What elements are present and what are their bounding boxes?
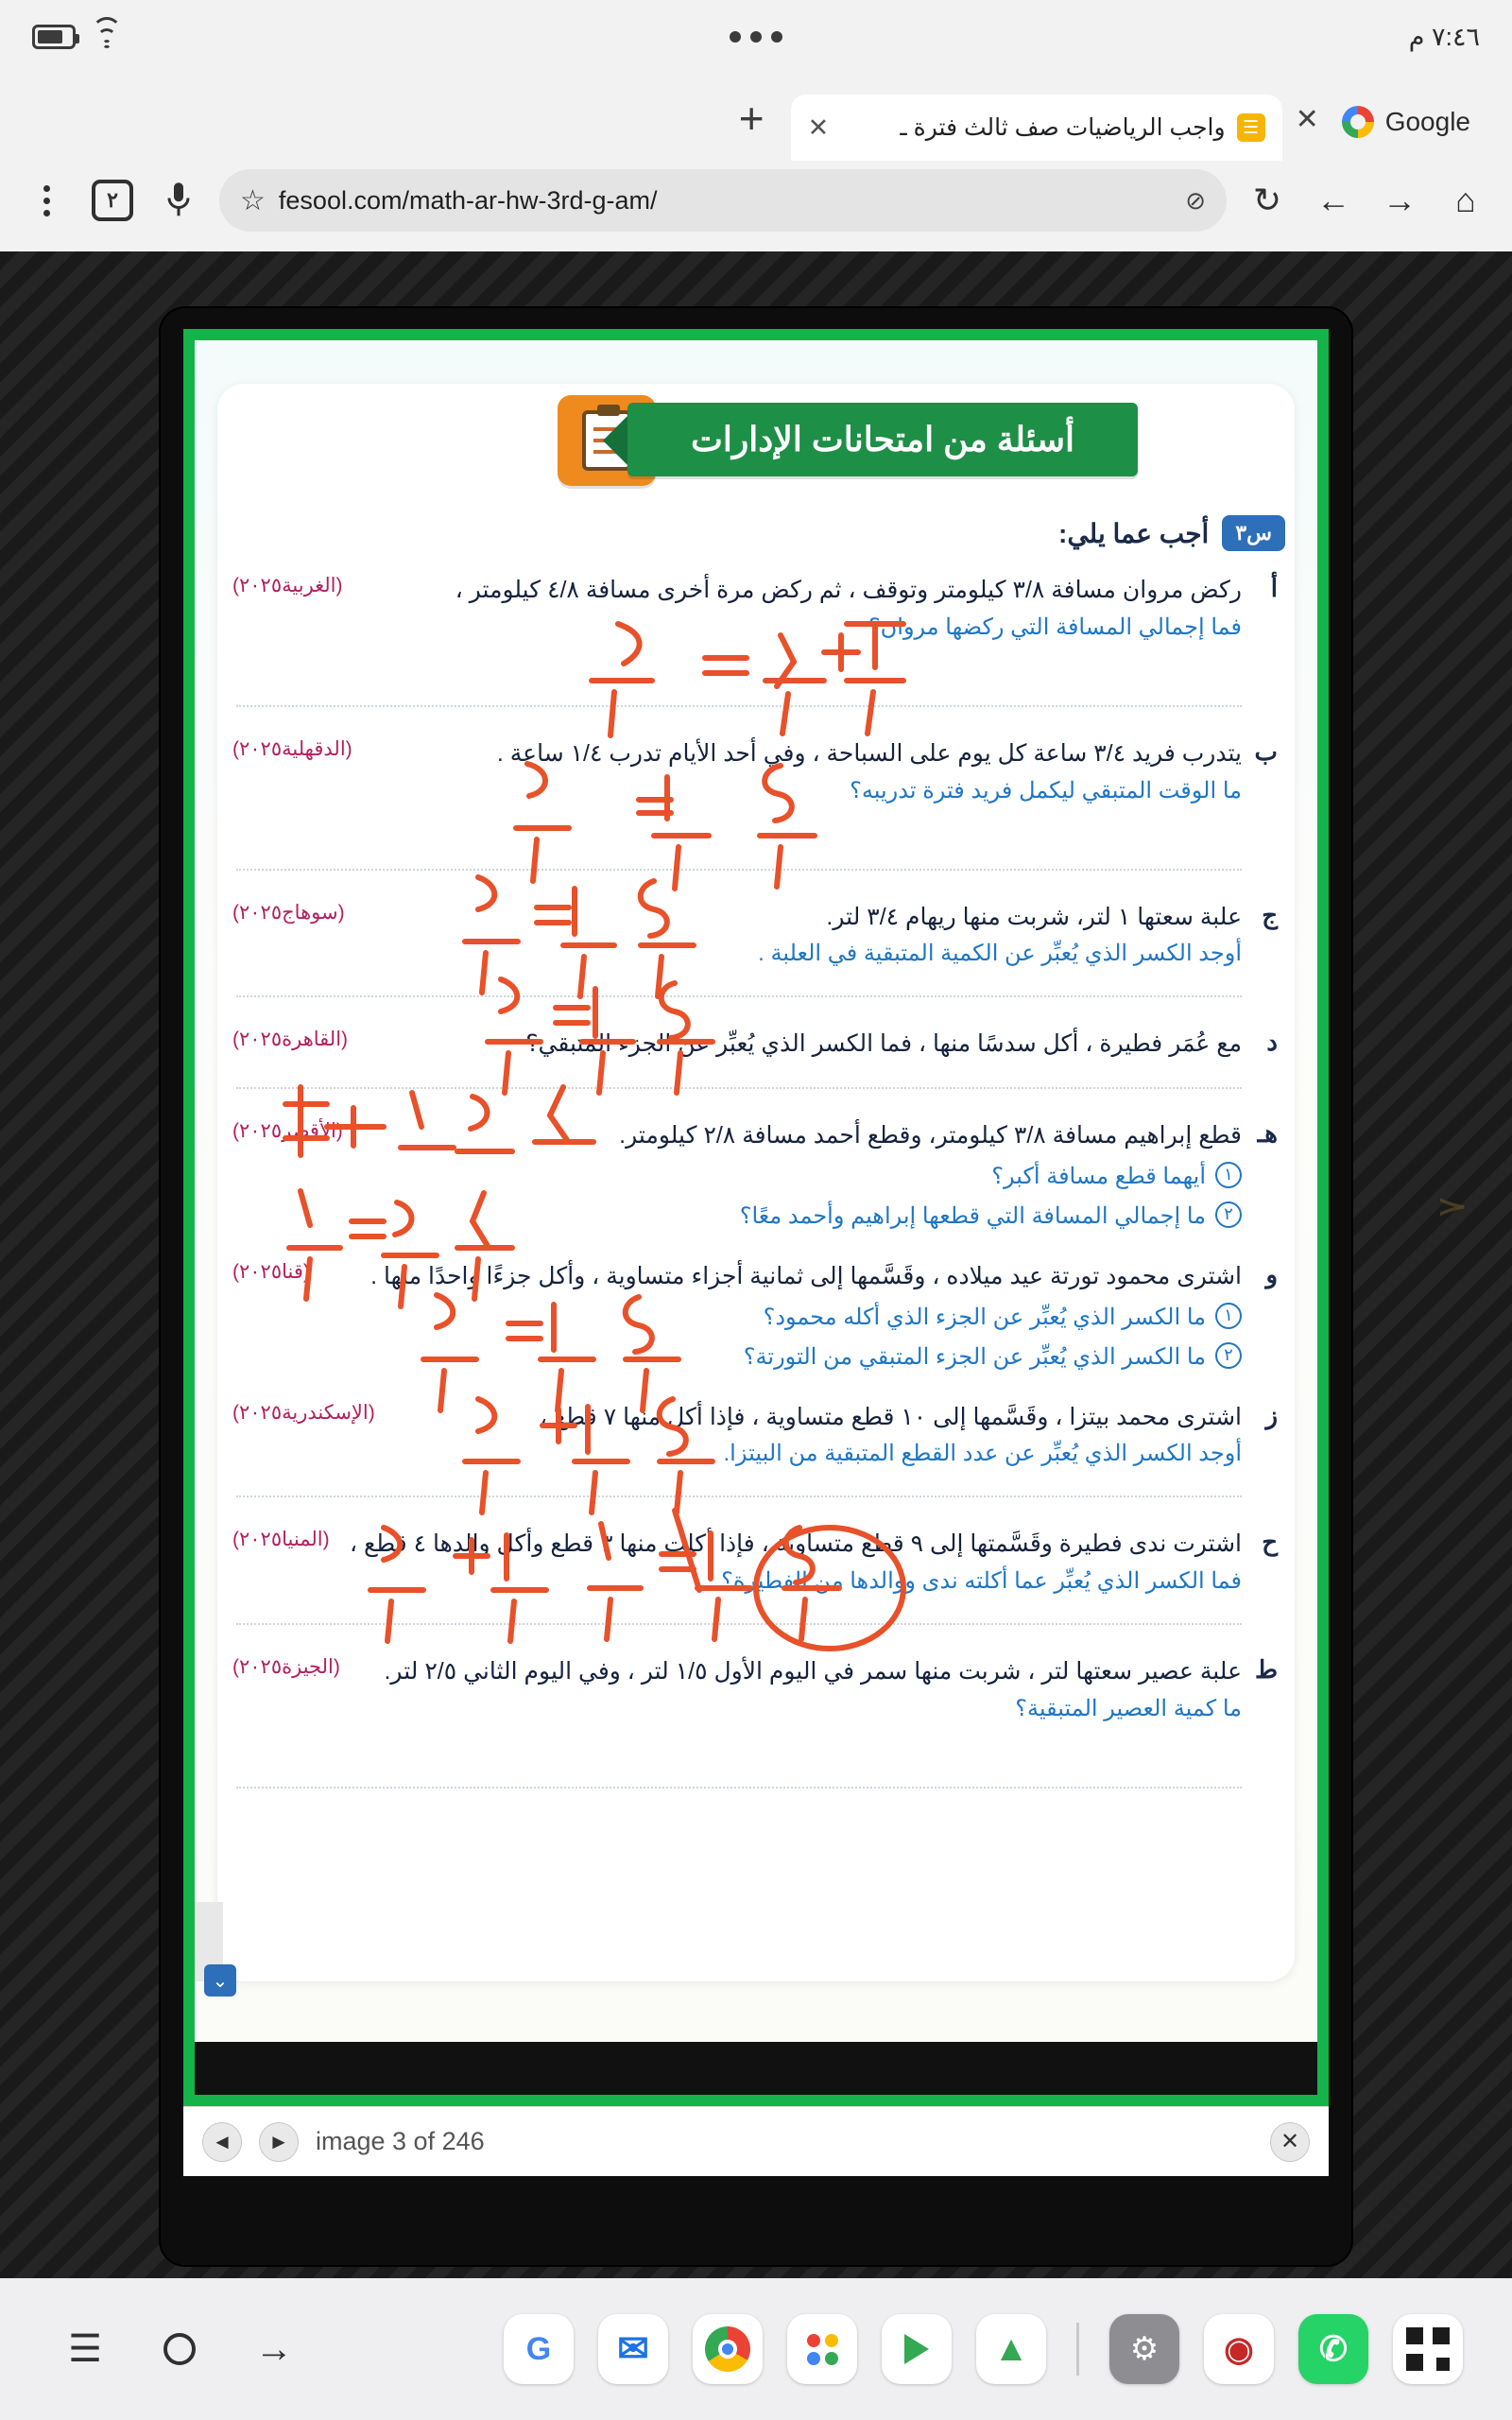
question-text: اشترت ندى فطيرة وقَسَّمتها إلى ٩ قطع متساوية ، فإذا أكلت منها ٣ قطع وأكل والدها ٤ قطع ، — [349, 1530, 1242, 1558]
question-source: (المنيا٢٠٢٥) — [232, 1529, 330, 1551]
home-button-nav[interactable] — [132, 2333, 227, 2365]
voice-search-icon[interactable] — [153, 175, 204, 226]
background-watermark: ٨ — [1432, 1197, 1473, 1218]
back-button[interactable]: ← — [1316, 181, 1350, 219]
answer-line — [236, 995, 1242, 997]
question-source: (سوهاج٢٠٢٥) — [232, 901, 345, 924]
browser-tab-strip — [0, 74, 1512, 161]
browser-toolbar — [0, 161, 1512, 251]
question-text: اشترى محمد بيتزا ، وقَسَّمها إلى ١٠ قطع متساوية ، فإذا أكل منها ٧ قطع ، — [539, 1403, 1242, 1430]
worksheet-image[interactable] — [183, 329, 1329, 2106]
chrome-app-icon[interactable] — [693, 2314, 763, 2384]
url-text: fesool.com/math-ar-hw-3rd-g-am/ — [278, 185, 658, 215]
sub-question-text: ما إجمالي المسافة التي قطعها إبراهيم وأحمد معًا؟ — [739, 1202, 1206, 1229]
question-number-badge: س٣ — [1222, 515, 1285, 551]
active-tab[interactable] — [791, 95, 1282, 161]
settings-app-icon[interactable] — [1109, 2314, 1179, 2384]
question-source: (قنا٢٠٢٥) — [232, 1260, 310, 1283]
question-source: (الدقهلية٢٠٢٥) — [232, 737, 352, 760]
google-label: Google — [1384, 107, 1470, 136]
question-source: (الغربية٢٠٢٥) — [232, 575, 343, 596]
question-item — [227, 562, 1285, 720]
recents-button[interactable]: ☰ — [68, 2328, 102, 2370]
question-list — [227, 562, 1285, 1807]
question-text: علبة سعتها ١ لتر، شربت منها ريهام ٣/٤ لتر. — [826, 903, 1242, 930]
answer-line — [236, 1787, 1242, 1789]
status-bar-left — [32, 25, 123, 49]
mic-icon — [164, 180, 193, 221]
question-item — [227, 726, 1285, 884]
sub-question-number: ٢ — [1215, 1201, 1242, 1228]
question-item — [227, 1644, 1285, 1802]
question-source: (الإسكندرية٢٠٢٥) — [232, 1401, 375, 1424]
question-source: (القاهرة٢٠٢٥) — [232, 1028, 349, 1051]
gear-icon: ⚙ — [1129, 2331, 1160, 2367]
camera-lens-icon: ◉ — [1224, 2329, 1254, 2368]
scanner-app-icon[interactable] — [1393, 2314, 1463, 2384]
previous-image-button[interactable]: ◄ — [202, 2122, 242, 2162]
bookmark-star-icon[interactable]: ☆ — [240, 184, 266, 216]
question-subtext: ما الوقت المتبقي ليكمل فريد فترة تدريبه؟ — [850, 777, 1242, 804]
question-text: يتدرب فريد ٣/٤ ساعة كل يوم على السباحة ، وفي أحد الأيام تدرب ١/٤ ساعة . — [496, 739, 1242, 767]
question-text: مع عُمَر فطيرة ، أكل سدسًا منها ، فما الكسر الذي يُعبِّر عن الجزء المتبقي؟ — [525, 1030, 1242, 1058]
question-text: قطع إبراهيم مسافة ٣/٨ كيلومتر، وقطع أحمد مسافة ٢/٨ كيلومتر. — [619, 1122, 1242, 1149]
google-app-icon[interactable]: G — [504, 2314, 574, 2384]
close-lightbox-button[interactable]: ✕ — [1270, 2122, 1310, 2162]
image-counter: image 3 of 246 — [316, 2127, 485, 2155]
question-item — [227, 1016, 1285, 1102]
sub-question-text: ما الكسر الذي يُعبِّر عن الجزء المتبقي من التورتة؟ — [743, 1343, 1206, 1370]
sub-question — [236, 1198, 1242, 1234]
page-favicon-icon: ☰ — [1237, 113, 1265, 142]
question-item — [227, 1390, 1285, 1512]
sub-question-number: ١ — [1215, 1162, 1242, 1188]
address-bar[interactable] — [219, 169, 1227, 232]
question-source: (الأقصر٢٠٢٥) — [232, 1120, 343, 1142]
play-triangle-icon — [904, 2334, 929, 2364]
page-content — [0, 251, 1512, 2278]
question-text: اشترى محمود تورتة عيد ميلاده ، وقَسَّمها إلى ثمانية أجزاء متساوية ، وأكل جزءًا واحدًا منها . — [370, 1262, 1242, 1289]
question-label: د — [1266, 1028, 1278, 1057]
question-subtext: فما إجمالي المسافة التي ركضها مروان؟ — [868, 614, 1242, 640]
question-label: ج — [1262, 900, 1278, 929]
answer-line — [236, 1087, 1242, 1089]
tab-count-button[interactable] — [87, 175, 138, 226]
lightbox-footer — [183, 2106, 1329, 2176]
question-subtext: أوجد الكسر الذي يُعبِّر عن عدد القطع المتبقية من البيتزا. — [723, 1441, 1242, 1467]
question-text: ركض مروان مسافة ٣/٨ كيلومتر وتوقف ، ثم ركض مرة أخرى مسافة ٤/٨ كيلومتر ، — [455, 577, 1242, 603]
question-item — [227, 890, 1285, 1011]
forward-button[interactable]: → — [1383, 181, 1417, 219]
expand-chevron-icon[interactable]: ⌄ — [204, 1964, 236, 1996]
photos-logo-icon — [807, 2334, 838, 2365]
image-lightbox — [161, 308, 1351, 2265]
adjacent-tab-close-icon[interactable]: ✕ — [1295, 104, 1319, 135]
photos-app-icon[interactable] — [787, 2314, 857, 2384]
dock-app-row — [321, 2314, 1474, 2384]
question-item — [227, 1249, 1285, 1384]
wifi-icon — [91, 25, 123, 49]
instruction-label: أجب عما يلي: — [1058, 518, 1210, 548]
question-label: أ — [1270, 574, 1278, 602]
question-subtext: ما كمية العصير المتبقية؟ — [1015, 1695, 1242, 1721]
google-logo-icon — [1342, 106, 1374, 138]
question-label: ط — [1254, 1655, 1278, 1684]
question-source: (الجيزة٢٠٢٥) — [232, 1656, 340, 1678]
messages-app-icon[interactable]: ✉ — [598, 2314, 668, 2384]
sub-question-text: ما الكسر الذي يُعبِّر عن الجزء الذي أكله محمود؟ — [763, 1304, 1206, 1330]
next-image-button[interactable]: ► — [259, 2122, 299, 2162]
battery-icon — [32, 25, 76, 49]
kebab-menu-icon — [43, 185, 50, 216]
sub-question-text: أيهما قطع مسافة أكبر؟ — [991, 1163, 1206, 1189]
question-label: و — [1265, 1259, 1278, 1288]
answer-line — [236, 869, 1242, 871]
browser-menu-button[interactable] — [21, 175, 72, 226]
question-subtext: أوجد الكسر الذي يُعبِّر عن الكمية المتبقية في العلبة . — [758, 941, 1242, 967]
qr-code-icon — [1406, 2327, 1450, 2371]
section-title-ribbon: أسئلة من امتحانات الإدارات — [627, 403, 1138, 476]
sub-question — [236, 1299, 1242, 1335]
question-label: ح — [1262, 1528, 1278, 1557]
close-icon[interactable]: ✕ — [807, 112, 830, 142]
instruction-row — [1058, 515, 1285, 551]
question-item — [227, 1108, 1285, 1243]
back-button-nav[interactable]: → — [255, 2327, 293, 2370]
status-bar-clock: ٧:٤٦ م — [1408, 22, 1480, 51]
new-tab-button[interactable]: + — [738, 94, 765, 143]
question-subtext: فما الكسر الذي يُعبِّر عما أكلته ندى ووالدها من الفطيرة؟ — [721, 1568, 1242, 1594]
question-item — [227, 1516, 1285, 1638]
sub-question — [236, 1158, 1242, 1194]
dock-divider — [1076, 2323, 1079, 2376]
status-bar — [0, 0, 1512, 74]
answer-line — [236, 1495, 1242, 1497]
question-label: هـ — [1257, 1119, 1278, 1148]
reload-button[interactable]: ↻ — [1252, 181, 1282, 219]
system-navigation-bar — [0, 2278, 1512, 2420]
active-tab-title: واجب الرياضيات صف ثالث فترة ـ — [900, 114, 1226, 141]
drive-app-icon[interactable]: ▲ — [976, 2314, 1046, 2384]
question-label: ز — [1265, 1400, 1278, 1429]
sub-question-number: ١ — [1215, 1303, 1242, 1329]
home-button[interactable]: ⌂ — [1455, 181, 1476, 219]
sub-question-number: ٢ — [1215, 1342, 1242, 1369]
chrome-logo-icon — [705, 2326, 750, 2372]
sub-question — [236, 1339, 1242, 1374]
answer-line — [236, 1623, 1242, 1625]
phone-icon: ✆ — [1318, 2329, 1349, 2368]
page-info-icon[interactable]: ⊘ — [1185, 185, 1206, 215]
google-account-chip[interactable] — [1332, 106, 1487, 161]
camera-punch-hole — [730, 31, 782, 43]
answer-line — [236, 705, 1242, 707]
tab-count-label: ٢ — [92, 180, 133, 221]
home-circle-icon — [163, 2333, 196, 2365]
play-store-app-icon[interactable] — [882, 2314, 952, 2384]
question-text: علبة عصير سعتها لتر ، شربت منها سمر في اليوم الأول ١/٥ لتر ، وفي اليوم الثاني ٢/٥ لتر. — [384, 1658, 1242, 1685]
whatsapp-app-icon[interactable] — [1298, 2314, 1368, 2384]
question-label: ب — [1254, 736, 1278, 766]
worksheet-surface — [195, 340, 1317, 2095]
camera-app-icon[interactable] — [1204, 2314, 1274, 2384]
image-bottom-border — [195, 2042, 1317, 2095]
